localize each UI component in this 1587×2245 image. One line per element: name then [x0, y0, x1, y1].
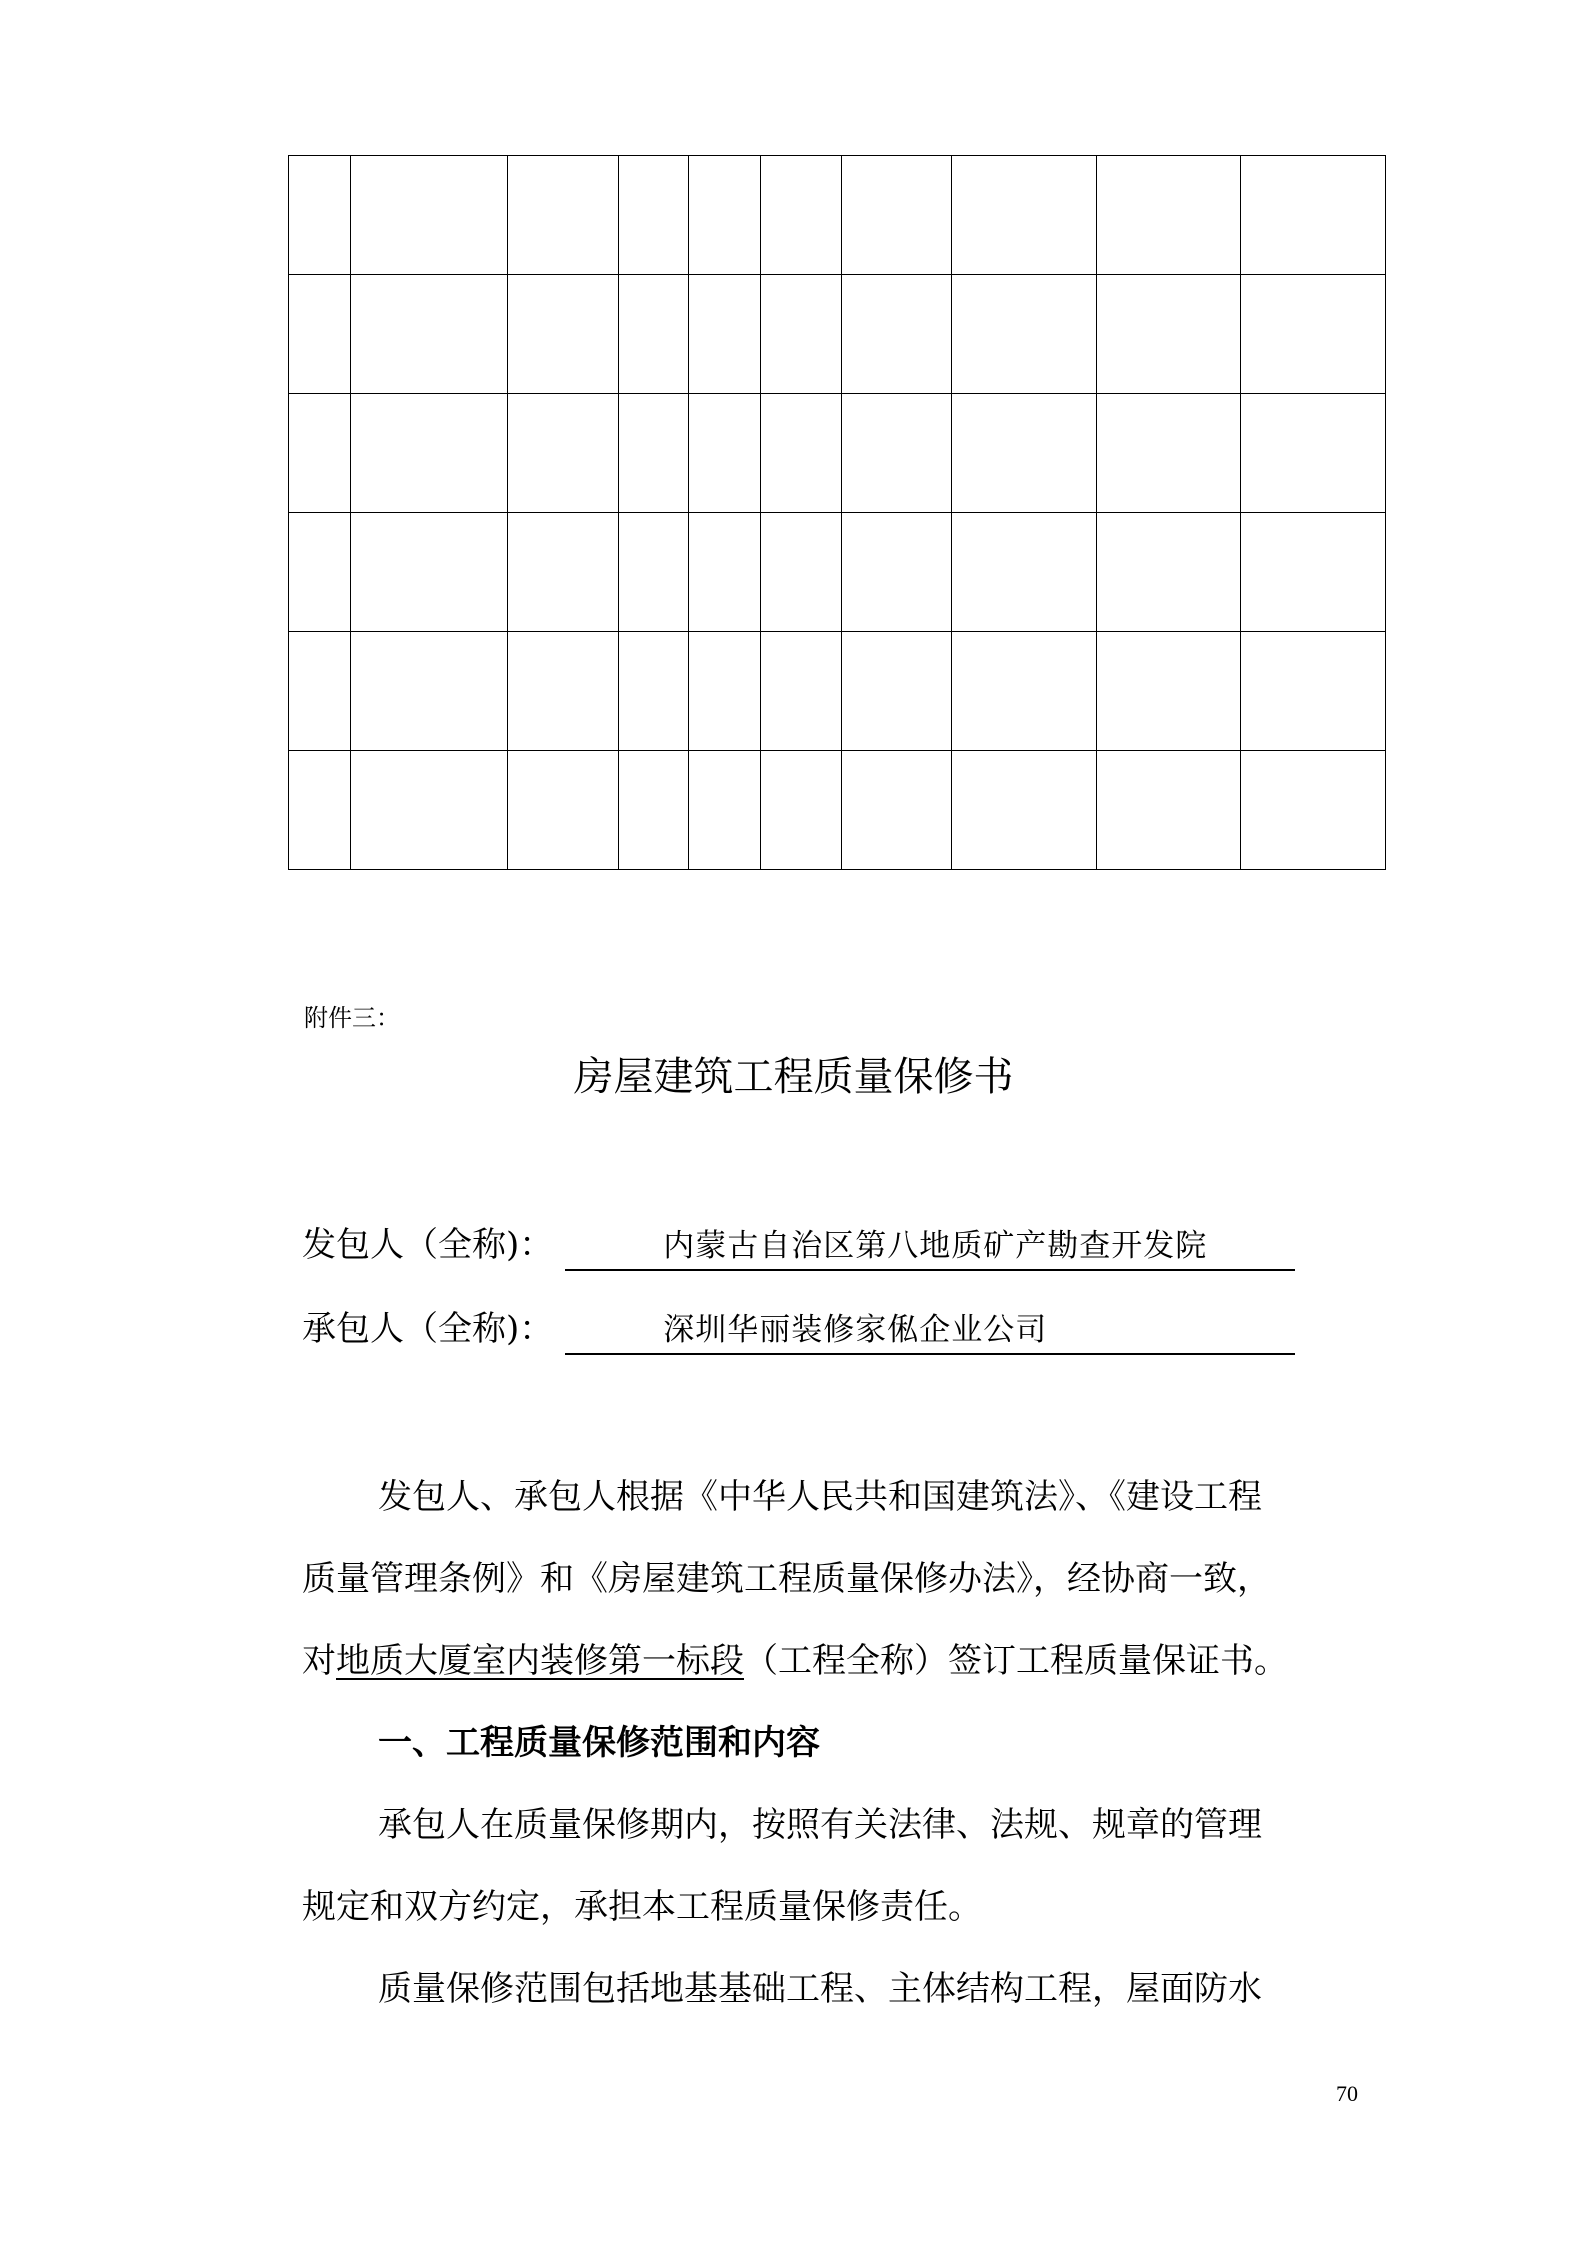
table-cell	[952, 751, 1097, 870]
empty-grid-table	[288, 155, 1386, 870]
table-cell	[619, 513, 689, 632]
table-cell	[689, 513, 761, 632]
table-cell	[842, 394, 952, 513]
table-cell	[761, 751, 842, 870]
table-cell	[351, 394, 508, 513]
project-name: 地质大厦室内装修第一标段	[336, 1641, 744, 1681]
body-line-2: 质量管理条例》和《房屋建筑工程质量保修办法》，经协商一致，	[302, 1559, 1271, 1599]
grid-body	[289, 156, 1386, 870]
table-cell	[1097, 275, 1241, 394]
table-cell	[508, 394, 619, 513]
table-cell	[508, 156, 619, 275]
body-line-7: 质量保修范围包括地基基础工程、主体结构工程，屋面防水	[378, 1969, 1262, 2009]
table-cell	[289, 513, 351, 632]
table-cell	[1097, 751, 1241, 870]
body-line-6: 规定和双方约定，承担本工程质量保修责任。	[302, 1887, 982, 1927]
table-cell	[1097, 394, 1241, 513]
table-row	[289, 751, 1386, 870]
body-line-1: 发包人、承包人根据《中华人民共和国建筑法》、《建设工程	[378, 1477, 1262, 1517]
table-cell	[689, 751, 761, 870]
table-cell	[842, 275, 952, 394]
table-cell	[289, 275, 351, 394]
table-cell	[842, 751, 952, 870]
body-line-3-suffix: （工程全称）签订工程质量保证书。	[744, 1641, 1288, 1681]
table-cell	[952, 275, 1097, 394]
table-cell	[689, 394, 761, 513]
table-cell	[1097, 513, 1241, 632]
table-cell	[619, 394, 689, 513]
table-cell	[619, 751, 689, 870]
table-cell	[689, 156, 761, 275]
table-cell	[842, 632, 952, 751]
table-cell	[619, 632, 689, 751]
table-cell	[289, 632, 351, 751]
document-title: 房屋建筑工程质量保修书	[573, 1054, 1014, 1100]
body-line-3-prefix: 对	[302, 1641, 336, 1681]
table-cell	[1241, 275, 1386, 394]
table-cell	[508, 632, 619, 751]
table-cell	[761, 513, 842, 632]
table-cell	[289, 394, 351, 513]
table-cell	[1241, 156, 1386, 275]
table-cell	[842, 513, 952, 632]
page-number: 70	[1336, 2081, 1358, 2106]
employer-label: 发包人（全称)：	[302, 1225, 554, 1265]
table-cell	[1097, 632, 1241, 751]
table-cell	[1241, 513, 1386, 632]
table-cell	[289, 751, 351, 870]
table-cell	[289, 156, 351, 275]
table-cell	[351, 751, 508, 870]
table-row	[289, 275, 1386, 394]
employer-name-field: 内蒙古自治区第八地质矿产勘查开发院	[565, 1223, 1295, 1271]
contractor-line	[302, 1306, 1295, 1355]
table-cell	[952, 513, 1097, 632]
table-cell	[1241, 632, 1386, 751]
body-line-5: 承包人在质量保修期内，按照有关法律、法规、规章的管理	[378, 1805, 1262, 1845]
table-cell	[842, 156, 952, 275]
table-cell	[952, 632, 1097, 751]
section-heading-1: 一、工程质量保修范围和内容	[378, 1723, 820, 1763]
table-row	[289, 156, 1386, 275]
table-cell	[761, 632, 842, 751]
table-row	[289, 394, 1386, 513]
table-row	[289, 513, 1386, 632]
table-cell	[689, 632, 761, 751]
table-cell	[508, 275, 619, 394]
contractor-name-field: 深圳华丽装修家俬企业公司	[565, 1307, 1295, 1355]
table-cell	[689, 275, 761, 394]
table-cell	[952, 394, 1097, 513]
table-cell	[508, 513, 619, 632]
attachment-label: 附件三：	[304, 1004, 400, 1032]
table-cell	[952, 156, 1097, 275]
body-line-3	[302, 1638, 1288, 1684]
table-cell	[351, 275, 508, 394]
table-cell	[761, 275, 842, 394]
table-cell	[351, 156, 508, 275]
table-cell	[619, 156, 689, 275]
table-cell	[761, 156, 842, 275]
table-row	[289, 632, 1386, 751]
table-cell	[1241, 751, 1386, 870]
employer-line	[302, 1222, 1295, 1271]
table-cell	[508, 751, 619, 870]
contractor-label: 承包人（全称)：	[302, 1309, 554, 1349]
table-cell	[1097, 156, 1241, 275]
table-cell	[1241, 394, 1386, 513]
table-cell	[351, 632, 508, 751]
table-cell	[619, 275, 689, 394]
table-cell	[351, 513, 508, 632]
table-cell	[761, 394, 842, 513]
